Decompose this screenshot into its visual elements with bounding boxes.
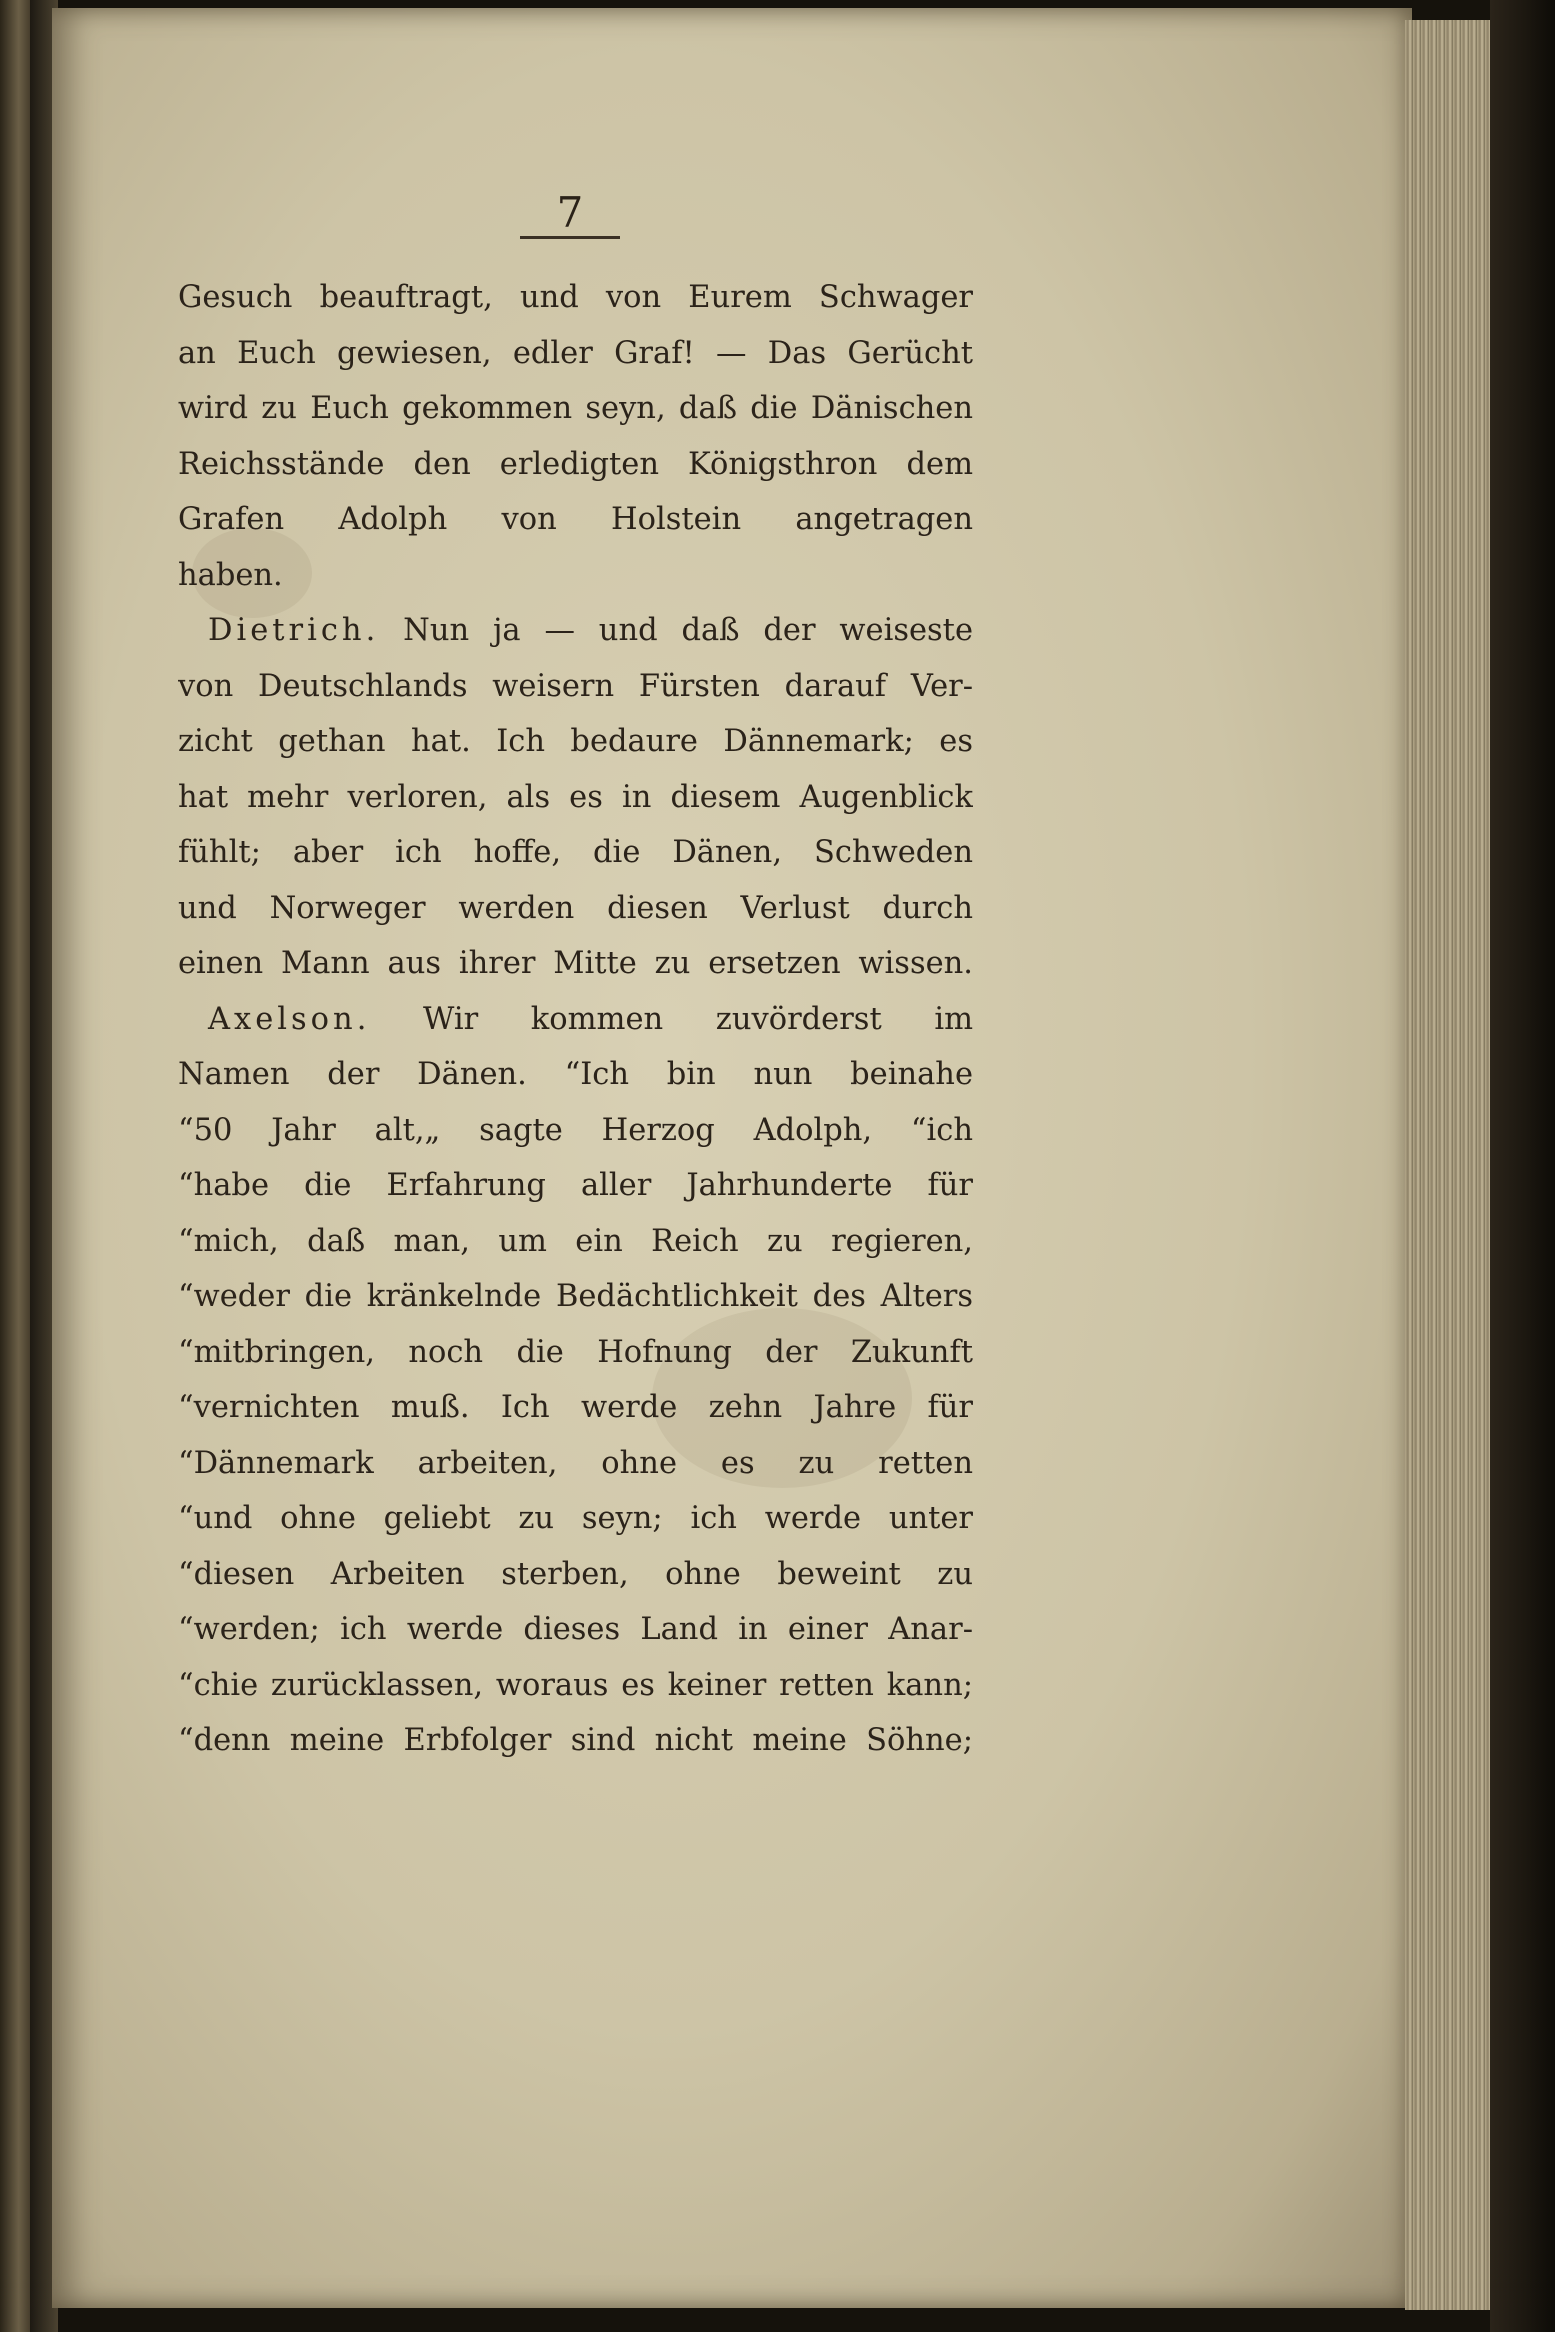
text-line — [178, 270, 973, 326]
line-text: fühlt; aber ich hoffe, die Dänen, Schweden — [178, 835, 973, 870]
text-line — [178, 1103, 973, 1159]
line-text: “werden; ich werde dieses Land in einer Anar- — [178, 1612, 973, 1647]
previous-page-edge — [0, 0, 34, 2332]
line-text: “chie zurücklassen, woraus es keiner retten kann; — [178, 1667, 973, 1703]
text-line — [178, 770, 973, 826]
text-line — [178, 1547, 973, 1603]
text-line — [178, 1491, 973, 1547]
text-line — [178, 714, 973, 770]
text-line — [178, 1713, 973, 1769]
line-text: “diesen Arbeiten sterben, ohne beweint zu — [178, 1556, 973, 1592]
line-text: “und ohne geliebt zu seyn; ich werde unter — [178, 1501, 973, 1536]
line-text: “vernichten muß. Ich werde zehn Jahre für — [178, 1390, 973, 1425]
text-line — [178, 1380, 973, 1436]
line-text: haben. — [178, 557, 283, 593]
text-line — [178, 437, 973, 493]
line-text: hat mehr verloren, als es in diesem Augenblick — [178, 779, 973, 815]
text-line — [178, 1658, 973, 1714]
line-text: Grafen Adolph von Holstein angetragen — [178, 502, 973, 537]
line-text: an Euch gewiesen, edler Graf! — Das Gerücht — [178, 335, 973, 371]
text-line — [178, 992, 973, 1048]
line-text: Namen der Dänen. “Ich bin nun beinahe — [178, 1057, 973, 1092]
line-text: “denn meine Erbfolger sind nicht meine Söhne; — [178, 1723, 973, 1758]
line-text: “mitbringen, noch die Hofnung der Zukunft — [178, 1334, 973, 1370]
text-line — [178, 1214, 973, 1270]
line-text: und Norweger werden diesen Verlust durch — [178, 890, 973, 926]
line-text: Gesuch beauftragt, und von Eurem Schwager — [178, 280, 973, 315]
text-line — [178, 326, 973, 382]
text-line — [178, 603, 973, 659]
text-line — [178, 381, 973, 437]
speaker-name: Dietrich. — [208, 613, 380, 648]
line-text: einen Mann aus ihrer Mitte zu ersetzen wissen. — [178, 946, 973, 981]
line-text: Wir kommen zuvörderst im — [370, 1001, 973, 1037]
line-text: zicht gethan hat. Ich bedaure Dännemark; es — [178, 724, 973, 759]
page-foredge — [1405, 20, 1495, 2310]
line-text: “habe die Erfahrung aller Jahrhunderte für — [178, 1168, 973, 1203]
speaker-name: Axelson. — [208, 1001, 371, 1037]
page-text — [178, 270, 973, 1769]
text-line — [178, 881, 973, 937]
text-line — [178, 1436, 973, 1492]
text-line — [178, 1047, 973, 1103]
text-line — [178, 936, 973, 992]
text-line — [178, 1269, 973, 1325]
line-text: “weder die kränkelnde Bedächtlichkeit des Alters — [178, 1279, 973, 1314]
page-number: 7 — [520, 190, 620, 239]
text-line — [178, 659, 973, 715]
text-line — [178, 548, 973, 604]
line-text: “50 Jahr alt,„ sagte Herzog Adolph, “ich — [178, 1112, 973, 1148]
line-text: Reichsstände den erledigten Königsthron dem — [178, 446, 973, 482]
line-text: “Dännemark arbeiten, ohne es zu retten — [178, 1445, 973, 1481]
book-cover-edge — [1490, 0, 1555, 2332]
line-text: von Deutschlands weisern Fürsten darauf Ver- — [178, 668, 973, 704]
text-line — [178, 1602, 973, 1658]
text-line — [178, 1158, 973, 1214]
line-text: wird zu Euch gekommen seyn, daß die Dänischen — [178, 391, 973, 426]
text-line — [178, 1325, 973, 1381]
line-text: Nun ja — und daß der weiseste — [379, 613, 973, 648]
text-line — [178, 825, 973, 881]
text-line — [178, 492, 973, 548]
line-text: “mich, daß man, um ein Reich zu regieren, — [178, 1223, 973, 1259]
